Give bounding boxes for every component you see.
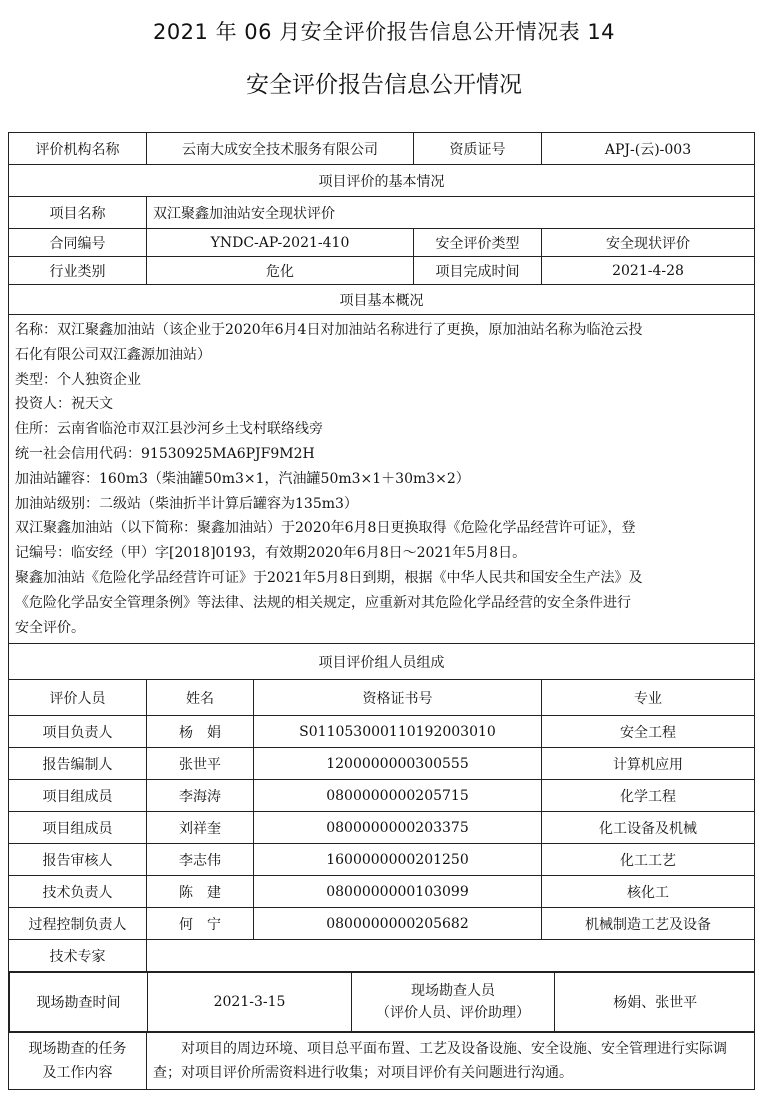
team-major: 安全工程 (542, 716, 755, 748)
overview-section-header: 项目基本概况 (9, 285, 755, 315)
finish-time-label: 项目完成时间 (414, 257, 542, 285)
org-value: 云南大成安全技术服务有限公司 (147, 133, 414, 165)
site-people-value: 杨娟、张世平 (555, 973, 755, 1032)
document-title: 2021 年 06 月安全评价报告信息公开情况表 14 (152, 20, 616, 44)
table-row (9, 748, 755, 780)
team-role: 项目组成员 (9, 812, 147, 844)
overview-line: 聚鑫加油站《危险化学品经营许可证》于2021年5月8日到期，根据《中华人民共和国安全生产法》及 (15, 569, 643, 586)
cert-label: 资质证号 (414, 133, 542, 165)
team-cert: 0800000000203375 (254, 812, 542, 844)
team-major: 化学工程 (542, 780, 755, 812)
org-label: 评价机构名称 (9, 133, 147, 165)
team-name: 陈 建 (147, 876, 254, 908)
team-major: 计算机应用 (542, 748, 755, 780)
expert-label: 技术专家 (9, 940, 147, 972)
eval-type-value: 安全现状评价 (542, 229, 755, 257)
overview-body (9, 315, 755, 644)
team-name: 何 宁 (147, 908, 254, 940)
overview-line: 住所：云南省临沧市双江县沙河乡土戈村联络线旁 (15, 421, 323, 438)
task-label (9, 1033, 147, 1090)
team-role: 项目组成员 (9, 780, 147, 812)
team-major: 核化工 (542, 876, 755, 908)
site-people-label-line2: （评价人员、评价助理） (376, 1005, 530, 1022)
team-major: 化工设备及机械 (542, 812, 755, 844)
contract-label: 合同编号 (9, 229, 147, 257)
overview-line: 名称：双江聚鑫加油站（该企业于2020年6月4日对加油站名称进行了更换，原加油站名称为临沧云投 (15, 322, 643, 338)
team-cert: S011053000110192003010 (254, 716, 542, 748)
table-row (9, 812, 755, 844)
table-row (9, 908, 755, 940)
team-cert: 0800000000205715 (254, 780, 542, 812)
team-col-role: 评价人员 (9, 680, 147, 716)
industry-label: 行业类别 (9, 257, 147, 285)
expert-value (147, 940, 755, 972)
table-row (9, 780, 755, 812)
team-role: 过程控制负责人 (9, 908, 147, 940)
overview-line: 类型：个人独资企业 (15, 371, 141, 388)
site-people-label-line1: 现场勘查人员 (411, 983, 495, 1000)
team-cert: 1600000000201250 (254, 844, 542, 876)
team-cert: 0800000000205682 (254, 908, 542, 940)
team-major: 机械制造工艺及设备 (542, 908, 755, 940)
team-name: 杨 娟 (147, 716, 254, 748)
task-label-line2: 及工作内容 (42, 1065, 113, 1082)
site-time-value: 2021-3-15 (148, 973, 352, 1032)
team-cert: 1200000000300555 (254, 748, 542, 780)
team-col-major: 专业 (542, 680, 755, 716)
team-name: 刘祥奎 (147, 812, 254, 844)
team-col-cert: 资格证书号 (254, 680, 542, 716)
team-role: 报告编制人 (9, 748, 147, 780)
task-body: 对项目的周边环境、项目总平面布置、工艺及设备设施、安全设施、安全管理进行实际调查；对项目评价所需资料进行收集；对项目评价有关问题进行沟通。 (147, 1033, 755, 1090)
info-table (8, 132, 755, 1090)
industry-value: 危化 (147, 257, 414, 285)
team-cert: 0800000000103099 (254, 876, 542, 908)
table-row (9, 876, 755, 908)
table-row (9, 844, 755, 876)
team-role: 技术负责人 (9, 876, 147, 908)
table-row (9, 716, 755, 748)
site-time-label: 现场勘查时间 (10, 973, 148, 1032)
team-section-header: 项目评价组人员组成 (9, 644, 755, 680)
project-name-label: 项目名称 (9, 197, 147, 229)
site-people-label (352, 973, 555, 1032)
basic-section-header: 项目评价的基本情况 (9, 165, 755, 197)
project-name-value: 双江聚鑫加油站安全现状评价 (147, 197, 755, 229)
team-role: 报告审核人 (9, 844, 147, 876)
team-role: 项目负责人 (9, 716, 147, 748)
team-name: 张世平 (147, 748, 254, 780)
overview-line: 《危险化学品安全管理条例》等法律、法规的相关规定，应重新对其危险化学品经营的安全条件进行 (15, 594, 631, 611)
eval-type-label: 安全评价类型 (414, 229, 542, 257)
overview-line: 石化有限公司双江鑫源加油站） (15, 346, 211, 363)
overview-line: 统一社会信用代码：91530925MA6PJF9M2H (15, 445, 315, 462)
team-major: 化工工艺 (542, 844, 755, 876)
team-name: 李志伟 (147, 844, 254, 876)
overview-line: 加油站级别：二级站（柴油折半计算后罐容为135m3） (15, 495, 358, 512)
overview-line: 双江聚鑫加油站（以下简称：聚鑫加油站）于2020年6月8日更换取得《危险化学品经营许可证》，登 (15, 520, 636, 537)
overview-line: 安全评价。 (15, 619, 85, 636)
team-col-name: 姓名 (147, 680, 254, 716)
task-label-line1: 现场勘查的任务 (28, 1041, 127, 1058)
site-survey-row (9, 972, 755, 1033)
finish-time-value: 2021-4-28 (542, 257, 755, 285)
document-subtitle: 安全评价报告信息公开情况 (246, 72, 522, 98)
team-name: 李海涛 (147, 780, 254, 812)
overview-line: 记编号：临安经（甲）字[2018]0193，有效期2020年6月8日～2021年5月8日。 (15, 545, 527, 562)
contract-value: YNDC-AP-2021-410 (147, 229, 414, 257)
overview-line: 投资人：祝天文 (15, 396, 113, 413)
cert-value: APJ-(云)-003 (542, 133, 755, 165)
overview-line: 加油站罐容：160m3（柴油罐50m3×1，汽油罐50m3×1＋30m3×2） (15, 470, 470, 487)
